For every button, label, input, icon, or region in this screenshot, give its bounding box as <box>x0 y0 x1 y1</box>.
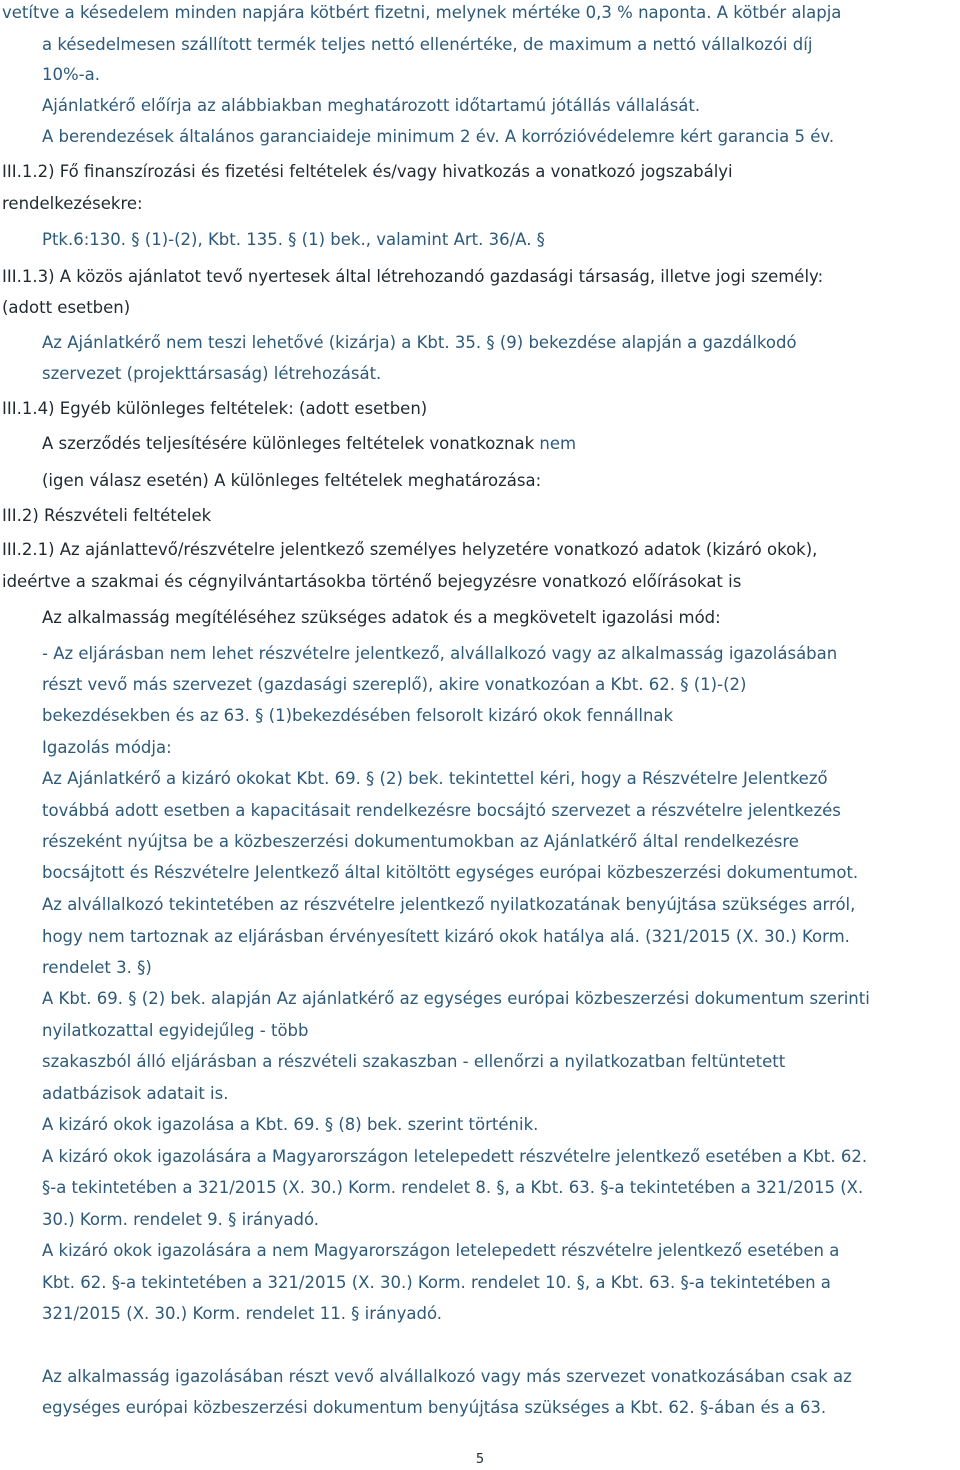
text-line: szakaszból álló eljárásban a részvételi szakaszban - ellenőrzi a nyilatkozatban feltüntetett <box>42 1052 786 1071</box>
text-line: Ajánlatkérő előírja az alábbiakban meghatározott időtartamú jótállás vállalását. <box>42 96 701 115</box>
text-line: adatbázisok adatait is. <box>42 1084 229 1103</box>
field-label: Az alkalmasság megítéléséhez szükséges adatok és a megkövetelt igazolási mód: <box>42 608 721 627</box>
text-line: A kizáró okok igazolására a Magyarországon letelepedett részvételre jelentkező esetében a Kbt. 62. <box>42 1147 868 1166</box>
text-line: A kizáró okok igazolása a Kbt. 69. § (8) bek. szerint történik. <box>42 1115 539 1134</box>
text-line: nyilatkozattal egyidejűleg - több <box>42 1021 309 1040</box>
text-line: 321/2015 (X. 30.) Korm. rendelet 11. § irányadó. <box>42 1304 443 1323</box>
text-line: 30.) Korm. rendelet 9. § irányadó. <box>42 1210 319 1229</box>
text-line: Ptk.6:130. § (1)-(2), Kbt. 135. § (1) bek., valamint Art. 36/A. § <box>42 230 545 249</box>
section-heading: III.1.2) Fő finanszírozási és fizetési feltételek és/vagy hivatkozás a vonatkozó jogszabályi <box>2 162 733 181</box>
text-line: Az Ajánlatkérő a kizáró okokat Kbt. 69. § (2) bek. tekintettel kéri, hogy a Részvételre Jelentkező <box>42 769 828 788</box>
section-heading: III.1.3) A közös ajánlatot tevő nyertesek által létrehozandó gazdasági társaság, illetve jogi személy: <box>2 267 824 286</box>
text-line: A berendezések általános garanciaideje minimum 2 év. A korrózióvédelemre kért garancia 5 év. <box>42 127 835 146</box>
text-line: §-a tekintetében a 321/2015 (X. 30.) Korm. rendelet 8. §, a Kbt. 63. §-a tekintetében a 321/2015 (X. <box>42 1178 864 1197</box>
section-heading: III.2.1) Az ajánlattevő/részvételre jelentkező személyes helyzetére vonatkozó adatok (kizáró okok), <box>2 540 818 559</box>
text-line: továbbá adott esetben a kapacitásait rendelkezésre bocsájtó szervezet a részvételre jelentkezés <box>42 801 841 820</box>
text-line <box>42 433 576 455</box>
text-line: Az Ajánlatkérő nem teszi lehetővé (kizárja) a Kbt. 35. § (9) bekezdése alapján a gazdálkodó <box>42 333 797 352</box>
text-line: Az alvállalkozó tekintetében az részvételre jelentkező nyilatkozatának benyújtása szükséges arról, <box>42 895 856 914</box>
page-number: 5 <box>475 1452 485 1467</box>
text-line: A Kbt. 69. § (2) bek. alapján Az ajánlatkérő az egységes európai közbeszerzési dokumentum szerinti <box>42 989 870 1008</box>
text-line: hogy nem tartoznak az eljárásban érvényesített kizáró okok hatálya alá. (321/2015 (X. 30.) Korm. <box>42 927 850 946</box>
text-line: (igen válasz esetén) A különleges feltételek meghatározása: <box>42 471 542 490</box>
section-heading: (adott esetben) <box>2 298 131 317</box>
text-line: vetítve a késedelem minden napjára kötbért fizetni, melynek mértéke 0,3 % naponta. A kötbér alapja <box>2 3 842 22</box>
text-line: - Az eljárásban nem lehet részvételre jelentkező, alvállalkozó vagy az alkalmasság igazolásában <box>42 644 838 663</box>
text-line: rendelet 3. §) <box>42 958 152 977</box>
text-line: részeként nyújtsa be a közbeszerzési dokumentumokban az Ajánlatkérő által rendelkezésre <box>42 832 799 851</box>
text-line: a késedelmesen szállított termék teljes nettó ellenértéke, de maximum a nettó vállalkozói díj <box>42 35 813 54</box>
text-line: Kbt. 62. §-a tekintetében a 321/2015 (X. 30.) Korm. rendelet 10. §, a Kbt. 63. §-a tekintetében a <box>42 1273 831 1292</box>
text-line: Az alkalmasság igazolásában részt vevő alvállalkozó vagy más szervezet vonatkozásában csak az <box>42 1367 852 1386</box>
section-heading: rendelkezésekre: <box>2 194 143 213</box>
text-line: egységes európai közbeszerzési dokumentum benyújtása szükséges a Kbt. 62. §-ában és a 63. <box>42 1398 827 1417</box>
text-line: szervezet (projekttársaság) létrehozását. <box>42 364 382 383</box>
field-value: nem <box>539 434 577 453</box>
text-line: 10%-a. <box>42 65 100 84</box>
section-heading: III.1.4) Egyéb különleges feltételek: (adott esetben) <box>2 399 428 418</box>
section-heading: ideértve a szakmai és cégnyilvántartásokba történő bejegyzésre vonatkozó előírásokat is <box>2 572 742 591</box>
text-line: A kizáró okok igazolására a nem Magyarországon letelepedett részvételre jelentkező esetében a <box>42 1241 840 1260</box>
text-line: részt vevő más szervezet (gazdasági szereplő), akire vonatkozóan a Kbt. 62. § (1)-(2) <box>42 675 747 694</box>
text-line: bekezdésekben és az 63. § (1)bekezdésében felsorolt kizáró okok fennállnak <box>42 706 674 725</box>
section-heading: III.2) Részvételi feltételek <box>2 506 212 525</box>
field-label: A szerződés teljesítésére különleges feltételek vonatkoznak <box>42 434 540 453</box>
text-line: bocsájtott és Részvételre Jelentkező által kitöltött egységes európai közbeszerzési dokumentumot. <box>42 863 859 882</box>
text-line: Igazolás módja: <box>42 738 172 757</box>
